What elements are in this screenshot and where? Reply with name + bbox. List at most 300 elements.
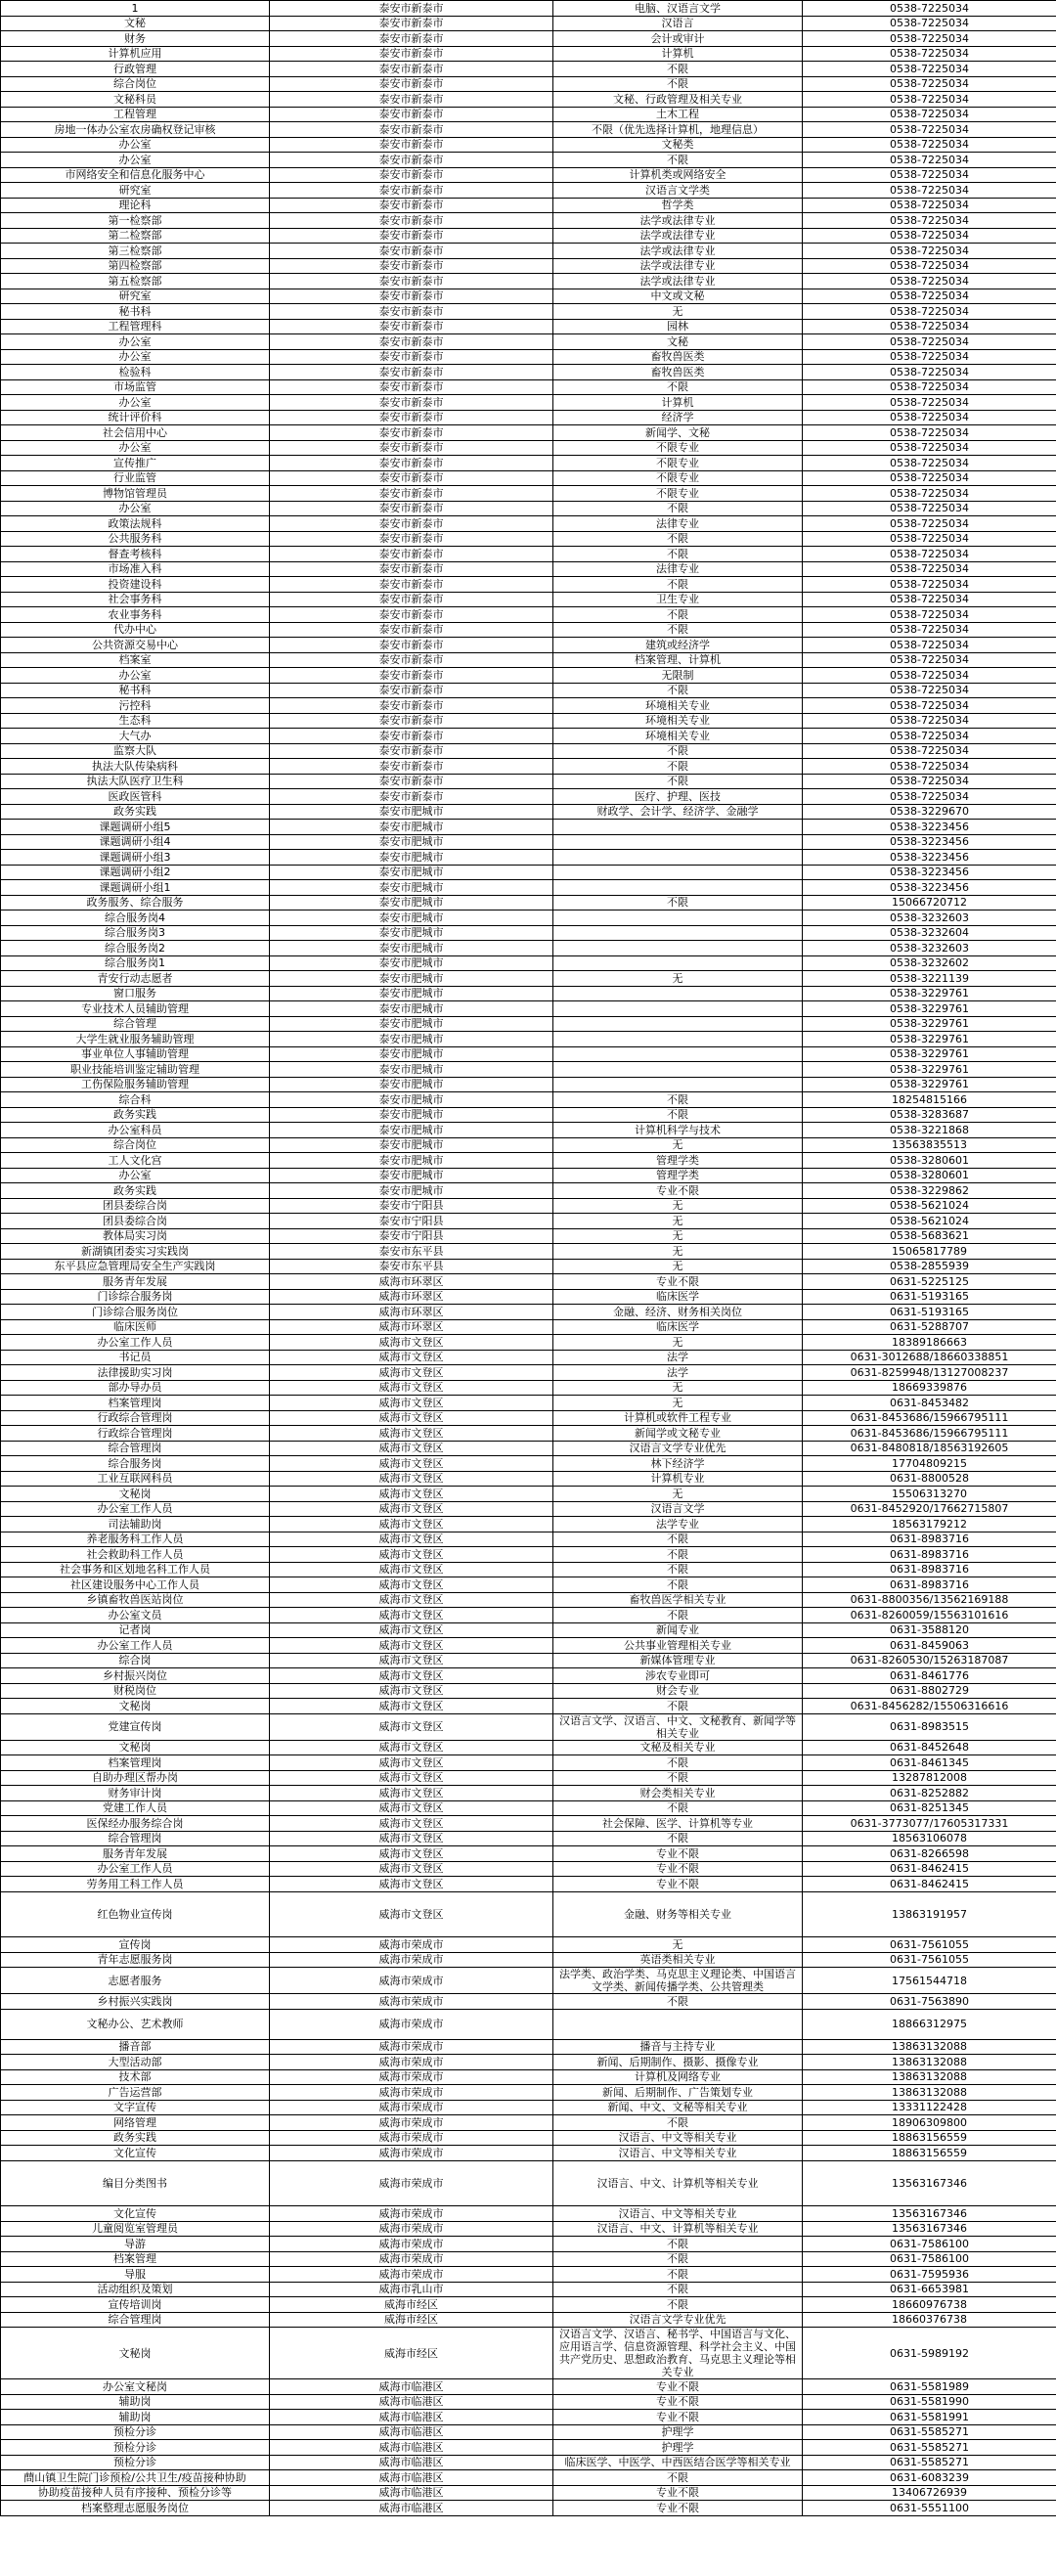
position-cell: 秘书科 [1,683,270,698]
major-requirement-cell: 法学或法律专业 [553,228,803,244]
phone-cell: 0538-7225034 [803,652,1056,668]
table-row [1,1831,1056,1846]
location-cell: 威海市荣成市 [270,2115,553,2131]
position-cell: 研究室 [1,289,270,304]
major-requirement-cell [553,925,803,941]
location-cell: 泰安市新泰市 [270,425,553,441]
major-requirement-cell: 不限 [553,153,803,168]
major-requirement-cell: 不限 [553,1770,803,1786]
location-cell: 泰安市新泰市 [270,486,553,502]
table-row [1,1365,1056,1381]
major-requirement-cell: 不限 [553,1699,803,1714]
major-requirement-cell: 财会专业 [553,1683,803,1699]
table-row [1,2501,1056,2516]
table-row [1,244,1056,259]
phone-cell: 0631-8453686/15966795111 [803,1410,1056,1426]
position-cell: 医保经办服务综合岗 [1,1816,270,1832]
phone-cell: 0631-8800528 [803,1471,1056,1487]
major-requirement-cell: 不限专业 [553,456,803,471]
location-cell: 威海市文登区 [270,1608,553,1623]
phone-cell: 0631-8452648 [803,1740,1056,1755]
table-row [1,62,1056,77]
position-cell: 文秘岗 [1,1740,270,1755]
position-cell: 课题调研小组4 [1,834,270,850]
position-cell: 服务青年发展 [1,1274,270,1290]
location-cell: 威海市文登区 [270,1831,553,1846]
major-requirement-cell: 汉语言、中文等相关专业 [553,2130,803,2146]
location-cell: 泰安市肥城市 [270,1016,553,1032]
table-row [1,1046,1056,1062]
position-cell: 团县委综合岗 [1,1198,270,1214]
major-requirement-cell: 不限 [553,2267,803,2283]
major-requirement-cell: 不限 [553,895,803,910]
major-requirement-cell: 计算机 [553,46,803,62]
major-requirement-cell: 环境相关专业 [553,698,803,714]
position-cell: 统计评价科 [1,410,270,425]
phone-cell: 0538-7225034 [803,379,1056,395]
position-cell: 医政医管科 [1,789,270,805]
phone-cell: 0631-8462415 [803,1877,1056,1892]
location-cell: 威海市文登区 [270,1396,553,1411]
major-requirement-cell [553,820,803,835]
location-cell: 威海市临港区 [270,2501,553,2516]
major-requirement-cell: 播音与主持专业 [553,2039,803,2055]
major-requirement-cell [553,834,803,850]
phone-cell: 0631-5193165 [803,1289,1056,1305]
position-cell: 办公室 [1,137,270,153]
table-row [1,1410,1056,1426]
table-row [1,1441,1056,1456]
table-row [1,440,1056,456]
location-cell: 泰安市肥城市 [270,1001,553,1017]
position-cell: 工人文化宫 [1,1153,270,1169]
table-row [1,213,1056,229]
position-cell: 第三检察部 [1,244,270,259]
phone-cell: 18863156559 [803,2146,1056,2161]
table-row [1,2485,1056,2501]
major-requirement-cell: 临床医学 [553,1289,803,1305]
location-cell: 泰安市新泰市 [270,258,553,274]
position-cell: 办公室 [1,349,270,365]
position-cell: 窗口服务 [1,986,270,1001]
major-requirement-cell: 不限 [553,1562,803,1577]
location-cell: 泰安市新泰市 [270,713,553,729]
location-cell: 泰安市新泰市 [270,153,553,168]
location-cell: 威海市荣成市 [270,2085,553,2101]
major-requirement-cell: 园林 [553,319,803,334]
phone-cell: 0631-5288707 [803,1319,1056,1335]
location-cell: 威海市荣成市 [270,2039,553,2055]
location-cell: 威海市文登区 [270,1380,553,1396]
major-requirement-cell: 法学或法律专业 [553,244,803,259]
phone-cell: 0538-7225034 [803,516,1056,532]
location-cell: 泰安市新泰市 [270,456,553,471]
major-requirement-cell [553,1077,803,1092]
major-requirement-cell: 新闻学、文秘 [553,425,803,441]
table-row [1,1396,1056,1411]
position-cell: 青年志愿服务岗 [1,1952,270,1968]
major-requirement-cell: 林下经济学 [553,1456,803,1472]
phone-cell: 0538-3229761 [803,986,1056,1001]
table-row [1,501,1056,516]
major-requirement-cell [553,941,803,956]
location-cell: 威海市文登区 [270,1622,553,1638]
table-row [1,1653,1056,1668]
major-requirement-cell: 法学专业 [553,1517,803,1532]
location-cell: 泰安市宁阳县 [270,1228,553,1244]
position-cell: 教体局实习岗 [1,1228,270,1244]
location-cell: 泰安市新泰市 [270,304,553,320]
table-row [1,1487,1056,1502]
table-row [1,1153,1056,1169]
phone-cell: 0631-5581990 [803,2394,1056,2410]
location-cell: 威海市文登区 [270,1562,553,1577]
location-cell: 威海市文登区 [270,1816,553,1832]
major-requirement-cell: 专业不限 [553,1274,803,1290]
major-requirement-cell: 建筑或经济学 [553,638,803,653]
table-row [1,1471,1056,1487]
phone-cell: 0538-3223456 [803,834,1056,850]
table-row [1,2410,1056,2425]
position-cell: 团县委综合岗 [1,1214,270,1229]
location-cell: 威海市乳山市 [270,2282,553,2297]
location-cell: 泰安市新泰市 [270,244,553,259]
position-cell: 综合服务岗4 [1,910,270,926]
position-cell: 导服 [1,2267,270,2283]
phone-cell: 0631-5225125 [803,1274,1056,1290]
location-cell: 泰安市新泰市 [270,577,553,593]
major-requirement-cell: 不限 [553,577,803,593]
position-cell: 办公室文秘岗 [1,2379,270,2395]
location-cell: 泰安市新泰市 [270,638,553,653]
position-cell: 污控科 [1,698,270,714]
major-requirement-cell: 不限 [553,2282,803,2297]
position-cell: 新湖镇团委实习实践岗 [1,1244,270,1260]
location-cell: 泰安市新泰市 [270,137,553,153]
location-cell: 威海市临港区 [270,2455,553,2470]
phone-cell: 0538-7225034 [803,561,1056,577]
table-row [1,2297,1056,2313]
phone-cell: 0631-5585271 [803,2455,1056,2470]
location-cell: 威海市文登区 [270,1891,553,1937]
position-cell: 行业监管 [1,470,270,486]
phone-cell: 0631-8259948/13127008237 [803,1365,1056,1381]
position-cell: 预检分诊 [1,2455,270,2470]
position-cell: 网络管理 [1,2115,270,2131]
location-cell: 威海市经区 [270,2312,553,2328]
table-row [1,1699,1056,1714]
phone-cell: 0538-7225034 [803,92,1056,108]
location-cell: 威海市文登区 [270,1532,553,1547]
position-cell: 社会事务科 [1,592,270,607]
phone-cell: 0538-7225034 [803,683,1056,698]
table-row [1,1968,1056,1994]
major-requirement-cell: 专业不限 [553,1846,803,1862]
major-requirement-cell: 汉语言文学 [553,1501,803,1517]
table-row [1,1532,1056,1547]
major-requirement-cell: 不限 [553,2237,803,2252]
table-row [1,638,1056,653]
position-cell: 宣传培训岗 [1,2297,270,2313]
position-cell: 房地一体办公室农房确权登记审核 [1,122,270,138]
table-row [1,820,1056,835]
table-row [1,2237,1056,2252]
position-cell: 行政综合管理岗 [1,1410,270,1426]
position-cell: 社会救助科工作人员 [1,1547,270,1563]
position-cell: 大学生就业服务辅助管理 [1,1032,270,1047]
table-row [1,1877,1056,1892]
major-requirement-cell: 环境相关专业 [553,713,803,729]
position-cell: 文秘 [1,16,270,31]
table-row [1,2115,1056,2131]
location-cell: 泰安市新泰市 [270,789,553,805]
position-cell: 行政管理 [1,62,270,77]
table-row [1,1592,1056,1608]
table-row [1,2424,1056,2440]
location-cell: 威海市荣成市 [270,2130,553,2146]
phone-cell: 0631-8456282/15506316616 [803,1699,1056,1714]
position-cell: 代办中心 [1,622,270,638]
phone-cell: 0538-3229761 [803,1001,1056,1017]
major-requirement-cell: 无 [553,1137,803,1153]
phone-cell: 0538-3221139 [803,971,1056,987]
position-cell: 工伤保险服务辅助管理 [1,1077,270,1092]
table-row [1,2282,1056,2297]
major-requirement-cell: 汉语言文学类 [553,183,803,199]
location-cell: 泰安市新泰市 [270,607,553,623]
position-cell: 博物馆管理员 [1,486,270,502]
major-requirement-cell: 汉语言文学专业优先 [553,2312,803,2328]
position-cell: 办公室 [1,395,270,411]
major-requirement-cell: 计算机或软件工程专业 [553,1410,803,1426]
position-cell: 门诊综合服务岗位 [1,1305,270,1320]
position-cell: 乡村振兴岗位 [1,1668,270,1684]
table-row [1,759,1056,775]
location-cell: 威海市文登区 [270,1441,553,1456]
location-cell: 威海市临港区 [270,2424,553,2440]
position-cell: 职业技能培训鉴定辅助管理 [1,1062,270,1078]
phone-cell: 0631-8266598 [803,1846,1056,1862]
phone-cell: 0631-5585271 [803,2424,1056,2440]
major-requirement-cell: 法学类、政治学类、马克思主义理论类、中国语言文学类、新闻传播学类、公共管理类 [553,1968,803,1994]
table-row [1,1952,1056,1968]
major-requirement-cell: 金融、经济、财务相关岗位 [553,1305,803,1320]
phone-cell: 13287812008 [803,1770,1056,1786]
location-cell: 威海市文登区 [270,1846,553,1862]
major-requirement-cell: 土木工程 [553,107,803,122]
table-row [1,1077,1056,1092]
table-row [1,941,1056,956]
phone-cell: 0631-8983716 [803,1577,1056,1593]
position-cell: 政务实践 [1,1107,270,1123]
major-requirement-cell: 不限专业 [553,486,803,502]
position-cell: 劳务用工科工作人员 [1,1877,270,1892]
position-cell: 社会事务和区划地名科工作人员 [1,1562,270,1577]
location-cell: 泰安市新泰市 [270,774,553,789]
position-cell: 政务实践 [1,1183,270,1199]
table-row [1,2221,1056,2237]
location-cell: 泰安市新泰市 [270,470,553,486]
position-cell: 计算机应用 [1,46,270,62]
major-requirement-cell: 无 [553,1396,803,1411]
table-row [1,365,1056,380]
phone-cell: 0538-7225034 [803,122,1056,138]
location-cell: 威海市文登区 [270,1592,553,1608]
major-requirement-cell: 无 [553,971,803,987]
phone-cell: 0538-3283687 [803,1107,1056,1123]
phone-cell: 0631-5989192 [803,2328,1056,2379]
phone-cell: 0538-7225034 [803,107,1056,122]
phone-cell: 0538-7225034 [803,258,1056,274]
phone-cell: 0538-7225034 [803,304,1056,320]
phone-cell: 0631-7586100 [803,2237,1056,2252]
location-cell: 威海市临港区 [270,2440,553,2456]
location-cell: 泰安市新泰市 [270,274,553,289]
position-cell: 青安行动志愿者 [1,971,270,987]
location-cell: 威海市临港区 [270,2410,553,2425]
location-cell: 泰安市肥城市 [270,1032,553,1047]
major-requirement-cell: 新闻专业 [553,1622,803,1638]
position-cell: 红色物业宣传岗 [1,1891,270,1937]
phone-cell: 0631-8453482 [803,1396,1056,1411]
major-requirement-cell [553,880,803,896]
major-requirement-cell: 汉语言文学专业优先 [553,1441,803,1456]
position-cell: 儿童阅览室管理员 [1,2221,270,2237]
major-requirement-cell: 专业不限 [553,2410,803,2425]
table-row [1,1092,1056,1108]
table-row [1,2379,1056,2395]
table-row [1,698,1056,714]
location-cell: 泰安市肥城市 [270,1062,553,1078]
major-requirement-cell: 管理学类 [553,1168,803,1183]
position-cell: 课题调研小组3 [1,850,270,866]
location-cell: 泰安市肥城市 [270,1183,553,1199]
location-cell: 泰安市新泰市 [270,16,553,31]
phone-cell: 13563167346 [803,2221,1056,2237]
major-requirement-cell: 金融、财务等相关专业 [553,1891,803,1937]
phone-cell: 0538-7225034 [803,153,1056,168]
position-cell: 综合岗位 [1,76,270,92]
major-requirement-cell: 汉语言、中文等相关专业 [553,2146,803,2161]
table-row [1,865,1056,880]
table-row [1,561,1056,577]
table-row [1,2039,1056,2055]
phone-cell: 0538-7225034 [803,31,1056,47]
position-cell: 蔄山镇卫生院门诊预检/公共卫生/疫苗接种协助 [1,2470,270,2486]
location-cell: 泰安市肥城市 [270,955,553,971]
table-row [1,2100,1056,2115]
table-row [1,1244,1056,1260]
location-cell: 威海市文登区 [270,1713,553,1740]
major-requirement-cell: 不限 [553,2470,803,2486]
location-cell: 泰安市肥城市 [270,820,553,835]
phone-cell: 0538-3280601 [803,1153,1056,1169]
phone-cell: 0538-3223456 [803,850,1056,866]
table-row [1,1001,1056,1017]
location-cell: 泰安市肥城市 [270,850,553,866]
phone-cell: 0631-3012688/18660338851 [803,1350,1056,1365]
location-cell: 泰安市新泰市 [270,668,553,684]
location-cell: 威海市文登区 [270,1668,553,1684]
major-requirement-cell: 不限 [553,2115,803,2131]
table-row [1,1577,1056,1593]
phone-cell: 0631-5581991 [803,2410,1056,2425]
major-requirement-cell: 专业不限 [553,2485,803,2501]
table-row [1,92,1056,108]
phone-cell: 0538-7225034 [803,167,1056,183]
phone-cell: 13863132088 [803,2055,1056,2070]
major-requirement-cell: 新闻、后期制作、摄影、摄像专业 [553,2055,803,2070]
position-cell: 办公室 [1,668,270,684]
major-requirement-cell: 无 [553,1244,803,1260]
location-cell: 泰安市肥城市 [270,986,553,1001]
location-cell: 泰安市新泰市 [270,365,553,380]
phone-cell: 0631-8800356/13562169188 [803,1592,1056,1608]
table-row [1,1608,1056,1623]
location-cell: 泰安市新泰市 [270,62,553,77]
major-requirement-cell: 专业不限 [553,2394,803,2410]
major-requirement-cell: 不限 [553,501,803,516]
major-requirement-cell: 汉语言、中文、计算机等相关专业 [553,2221,803,2237]
major-requirement-cell: 会计或审计 [553,31,803,47]
position-cell: 第一检察部 [1,213,270,229]
position-cell: 理论科 [1,198,270,213]
phone-cell: 0538-7225034 [803,198,1056,213]
table-row [1,531,1056,547]
phone-cell: 0538-7225034 [803,577,1056,593]
position-cell: 档案室 [1,652,270,668]
major-requirement-cell: 不限 [553,1994,803,2010]
major-requirement-cell: 环境相关专业 [553,729,803,744]
phone-cell: 0538-7225034 [803,713,1056,729]
location-cell: 威海市文登区 [270,1365,553,1381]
position-cell: 活动组织及策划 [1,2282,270,2297]
major-requirement-cell: 不限 [553,1831,803,1846]
phone-cell: 0631-7561055 [803,1937,1056,1953]
phone-cell: 0538-7225034 [803,319,1056,334]
major-requirement-cell: 电脑、汉语言文学 [553,1,803,17]
position-cell: 自助办理区帮办岗 [1,1770,270,1786]
location-cell: 威海市经区 [270,2328,553,2379]
phone-cell: 0631-8459063 [803,1638,1056,1654]
phone-cell: 0538-3232603 [803,910,1056,926]
phone-cell: 0631-5581989 [803,2379,1056,2395]
position-cell: 课题调研小组2 [1,865,270,880]
major-requirement-cell: 不限 [553,759,803,775]
table-row [1,1214,1056,1229]
major-requirement-cell: 不限 [553,531,803,547]
phone-cell: 0538-7225034 [803,244,1056,259]
table-row [1,2009,1056,2039]
location-cell: 威海市荣成市 [270,1937,553,1953]
phone-cell: 13563167346 [803,2206,1056,2222]
phone-cell: 0538-7225034 [803,668,1056,684]
table-row [1,1168,1056,1183]
major-requirement-cell: 无限制 [553,668,803,684]
table-row [1,2206,1056,2222]
phone-cell: 13863132088 [803,2085,1056,2101]
major-requirement-cell: 不限 [553,76,803,92]
phone-cell: 0538-7225034 [803,456,1056,471]
table-row [1,258,1056,274]
location-cell: 威海市环翠区 [270,1319,553,1335]
phone-cell: 18906309800 [803,2115,1056,2131]
phone-cell: 15506313270 [803,1487,1056,1502]
position-cell: 档案整理志愿服务岗位 [1,2501,270,2516]
position-cell: 财税岗位 [1,1683,270,1699]
major-requirement-cell: 无 [553,1487,803,1502]
position-cell: 第二检察部 [1,228,270,244]
